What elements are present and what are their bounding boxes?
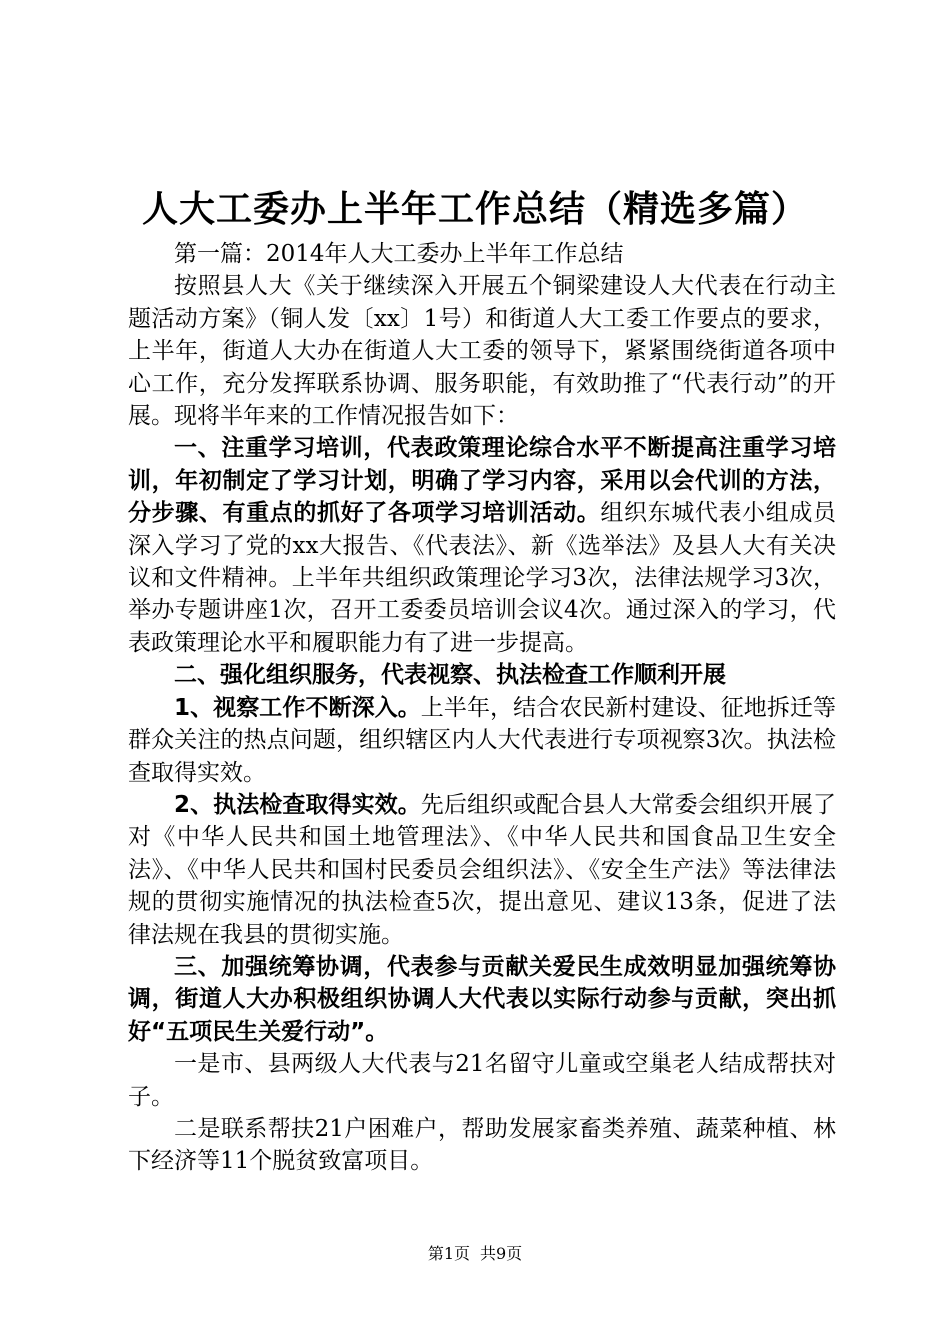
paragraph-text: 第一篇：2014年人大工委办上半年工作总结	[174, 241, 624, 267]
page-number: 第1页	[427, 1244, 470, 1263]
paragraph	[128, 432, 836, 659]
paragraph-text: 一是市、县两级人大代表与21名留守儿童或空巢老人结成帮扶对子。	[128, 1051, 836, 1110]
paragraph-lead: 一、注重学习培训，代表政策理论综合水平不断提高注重学习培训，年初制定了学习计划，明确了学习内容，采用以会代训的方法，分步骤、有重点的抓好了各项学习培训活动。	[128, 435, 836, 527]
paragraph	[128, 1113, 836, 1178]
paragraph	[128, 1048, 836, 1113]
paragraph-text: 组织东城代表小组成员深入学习了党的xx大报告、《代表法》、新《选举法》及县人大有关决议和文件精神。上半年共组织政策理论学习3次，法律法规学习3次，举办专题讲座1次，召开工委委员培训会议4次。通过深入的学习，代表政策理论水平和履职能力有了进一步提高。	[128, 500, 837, 656]
paragraph	[128, 692, 836, 789]
paragraph	[128, 270, 836, 432]
paragraph-text: 二是联系帮扶21户困难户，帮助发展家畜类养殖、蔬菜种植、林下经济等11个脱贫致富项目。	[128, 1115, 836, 1175]
page-total: 共9页	[480, 1244, 523, 1263]
paragraph-lead: 2、执法检查取得实效。	[174, 791, 421, 818]
paragraph-text: 按照县人大《关于继续深入开展五个铜梁建设人大代表在行动主题活动方案》（铜人发〔xx〕1号）和街道人大工委工作要点的要求，上半年，街道人大办在街道人大工委的领导下，紧紧围绕街道各项中心工作，充分发挥联系协调、服务职能，有效助推了“代表行动”的开展。现将半年来的工作情况报告如下：	[128, 273, 836, 430]
paragraph-text: 上半年，结合农民新村建设、征地拆迁等群众关注的热点问题，组织辖区内人大代表进行专项视察3次。执法检查取得实效。	[128, 694, 837, 786]
paragraph	[128, 789, 836, 951]
document-body	[128, 238, 836, 1178]
document-title: 人大工委办上半年工作总结（精选多篇）	[141, 189, 808, 230]
paragraph-lead: 二、强化组织服务，代表视察、执法检查工作顺利开展	[174, 662, 726, 689]
paragraph	[128, 659, 836, 691]
paragraph-lead: 三、加强统筹协调，代表参与贡献关爱民生成效明显加强统筹协调，街道人大办积极组织协调人大代表以实际行动参与贡献，突出抓好“五项民生关爱行动”。	[128, 953, 836, 1045]
paragraph	[128, 951, 836, 1048]
paragraph	[128, 238, 836, 270]
paragraph-lead: 1、视察工作不断深入。	[174, 694, 421, 721]
paragraph-text: 先后组织或配合县人大常委会组织开展了对《中华人民共和国土地管理法》、《中华人民共和国食品卫生安全法》、《中华人民共和国村民委员会组织法》、《安全生产法》等法律法规的贯彻实施情况的执法检查5次，提出意见、建议13条，促进了法律法规在我县的贯彻实施。	[128, 791, 837, 948]
page-footer	[0, 1243, 950, 1265]
